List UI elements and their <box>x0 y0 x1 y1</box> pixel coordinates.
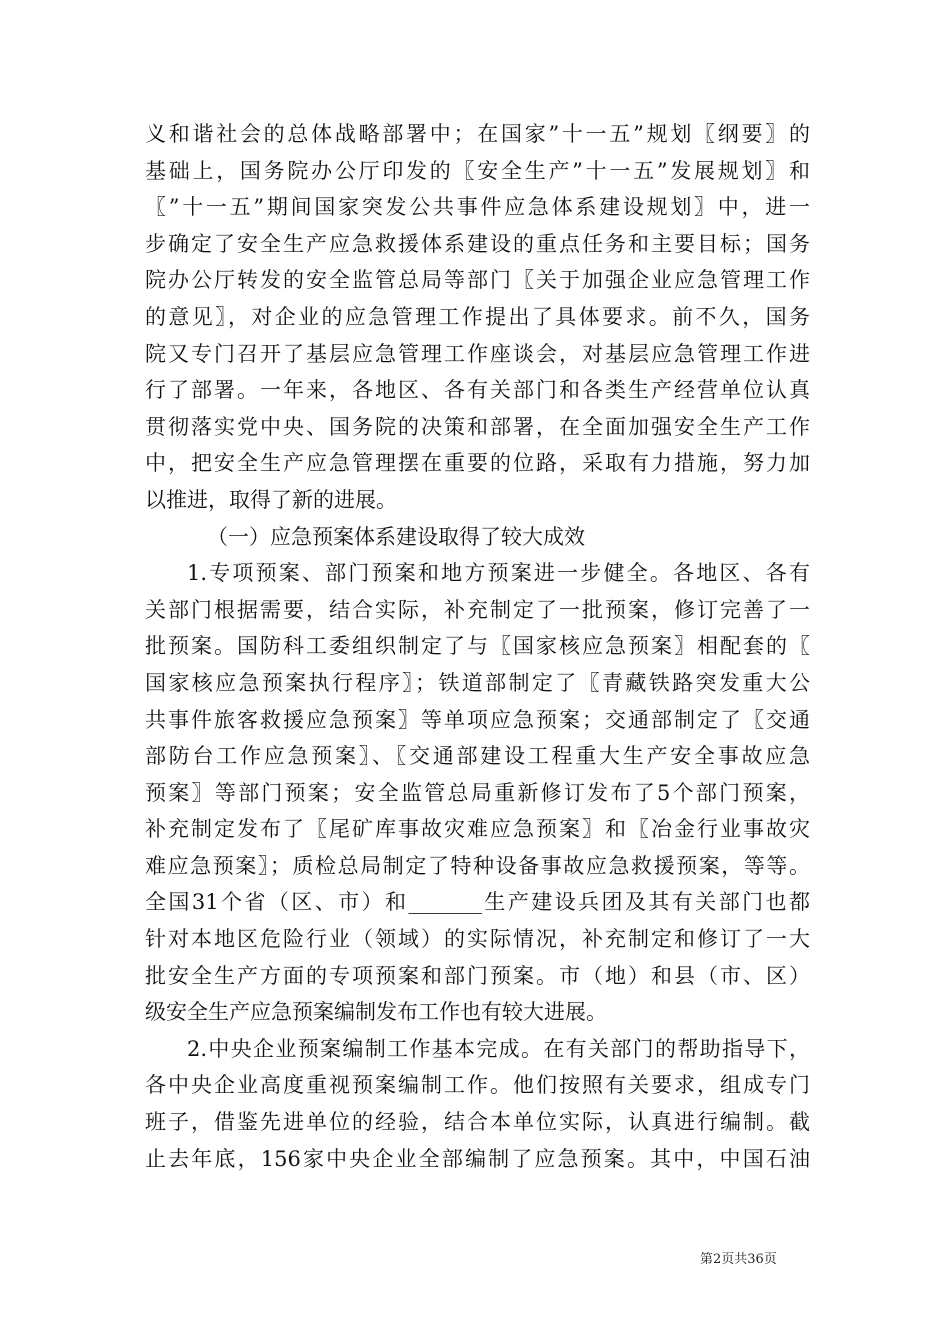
paragraph-end-line: 级安全生产应急预案编制发布工作也有较大进展。 <box>145 1000 607 1025</box>
text-line: 基础上，国务院办公厅印发的〖安全生产”十一五”发展规划〗和 <box>145 158 810 183</box>
text-line: 全国31个省（区、市）和_______生产建设兵团及其有关部门也都 <box>145 890 810 915</box>
text-line: 步确定了安全生产应急救援体系建设的重点任务和主要目标；国务 <box>145 231 810 256</box>
paragraph-first-line: 1.专项预案、部门预案和地方预案进一步健全。各地区、各有 <box>187 561 810 586</box>
text-line: 部防台工作应急预案〗、〖交通部建设工程重大生产安全事故应急 <box>145 744 810 769</box>
paragraph-end-line: 以推进，取得了新的进展。 <box>145 487 397 512</box>
section-heading: （一）应急预案体系建设取得了较大成效 <box>207 524 585 549</box>
text-line: 预案〗等部门预案；安全监管总局重新修订发布了5个部门预案， <box>145 780 810 805</box>
text-line: 针对本地区危险行业（领域）的实际情况，补充制定和修订了一大 <box>145 927 810 952</box>
text-line: 行了部署。一年来，各地区、各有关部门和各类生产经营单位认真 <box>145 378 810 403</box>
text-line: 止去年底，156家中央企业全部编制了应急预案。其中，中国石油 <box>145 1146 810 1171</box>
paragraph-first-line: 2.中央企业预案编制工作基本完成。在有关部门的帮助指导下， <box>187 1036 810 1061</box>
text-line: 补充制定发布了〖尾矿库事故灾难应急预案〗和〖冶金行业事故灾 <box>145 817 810 842</box>
text-line: 批安全生产方面的专项预案和部门预案。市（地）和县（市、区） <box>145 963 810 988</box>
text-line: 中，把安全生产应急管理摆在重要的位路，采取有力措施，努力加 <box>145 451 810 476</box>
page-number: 第2页共36页 <box>700 1252 777 1267</box>
text-line: 共事件旅客救援应急预案〗等单项应急预案；交通部制定了〖交通 <box>145 707 810 732</box>
text-line: 的意见〗，对企业的应急管理工作提出了具体要求。前不久，国务 <box>145 304 810 329</box>
text-line: 〖”十一五”期间国家突发公共事件应急体系建设规划〗中，进一 <box>145 195 810 220</box>
text-line: 义和谐社会的总体战略部署中；在国家”十一五”规划〖纲要〗的 <box>145 122 810 146</box>
text-line: 关部门根据需要，结合实际，补充制定了一批预案，修订完善了一 <box>145 597 810 622</box>
text-line: 贯彻落实党中央、国务院的决策和部署，在全面加强安全生产工作 <box>145 414 810 439</box>
text-line: 批预案。国防科工委组织制定了与〖国家核应急预案〗相配套的〖 <box>145 634 810 659</box>
text-line: 院办公厅转发的安全监管总局等部门〖关于加强企业应急管理工作 <box>145 268 810 293</box>
text-line: 难应急预案〗；质检总局制定了特种设备事故应急救援预案，等等。 <box>145 853 810 878</box>
text-line: 各中央企业高度重视预案编制工作。他们按照有关要求，组成专门 <box>145 1073 810 1098</box>
body-text <box>145 116 810 1177</box>
text-line: 班子，借鉴先进单位的经验，结合本单位实际，认真进行编制。截 <box>145 1110 810 1135</box>
text-line: 国家核应急预案执行程序〗；铁道部制定了〖青藏铁路突发重大公 <box>145 670 810 695</box>
text-line: 院又专门召开了基层应急管理工作座谈会，对基层应急管理工作进 <box>145 341 810 366</box>
